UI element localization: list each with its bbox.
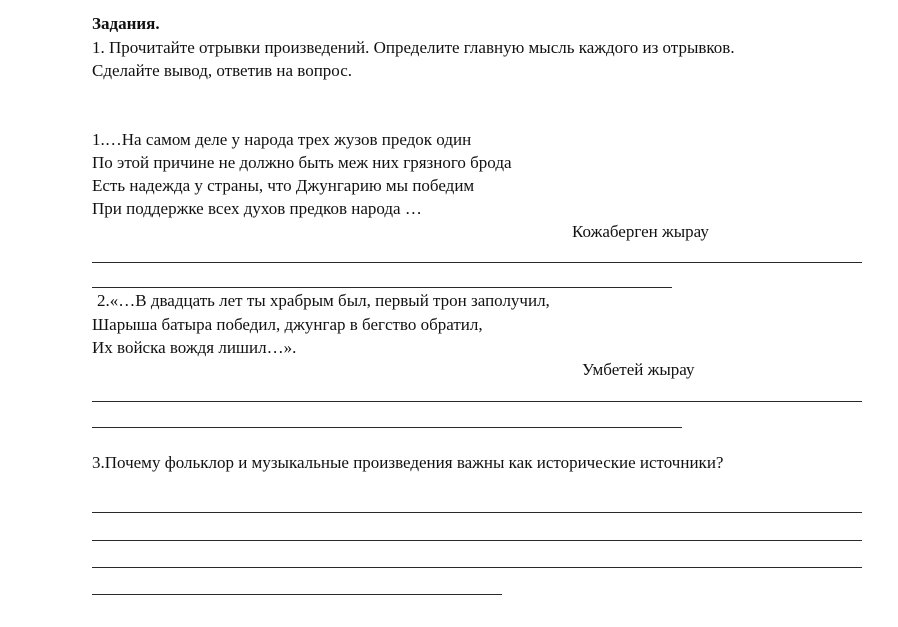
excerpt-1-author: Кожаберген жырау bbox=[572, 222, 709, 241]
answer-line[interactable] bbox=[92, 427, 682, 428]
answer-line[interactable] bbox=[92, 401, 862, 402]
answer-line[interactable] bbox=[92, 287, 672, 288]
answer-line[interactable] bbox=[92, 567, 862, 568]
question-3-text: 3.Почему фольклор и музыкальные произведения важны как исторические источники? bbox=[92, 453, 724, 472]
excerpt-1-line-4: При поддержке всех духов предков народа … bbox=[92, 199, 422, 218]
excerpt-2-author: Умбетей жырау bbox=[582, 360, 695, 379]
excerpt-2-line-2: Шарыша батыра победил, джунгар в бегство обратил, bbox=[92, 315, 483, 334]
answer-line[interactable] bbox=[92, 512, 862, 513]
excerpt-1-line-1: 1.…На самом деле у народа трех жузов предок один bbox=[92, 130, 472, 149]
excerpt-1-line-2: По этой причине не должно быть меж них грязного брода bbox=[92, 153, 512, 172]
excerpt-2-line-1: 2.«…В двадцать лет ты храбрым был, первый трон заполучил, bbox=[97, 291, 550, 310]
answer-line[interactable] bbox=[92, 262, 862, 263]
task-instruction-line-1: 1. Прочитайте отрывки произведений. Определите главную мысль каждого из отрывков. bbox=[92, 38, 735, 57]
task-instruction-line-2: Сделайте вывод, ответив на вопрос. bbox=[92, 61, 353, 80]
section-title: Задания. bbox=[92, 14, 160, 33]
excerpt-1-line-3: Есть надежда у страны, что Джунгарию мы победим bbox=[92, 176, 475, 195]
answer-line[interactable] bbox=[92, 540, 862, 541]
excerpt-2-line-3: Их войска вождя лишил…». bbox=[92, 338, 297, 357]
answer-line[interactable] bbox=[92, 594, 502, 595]
